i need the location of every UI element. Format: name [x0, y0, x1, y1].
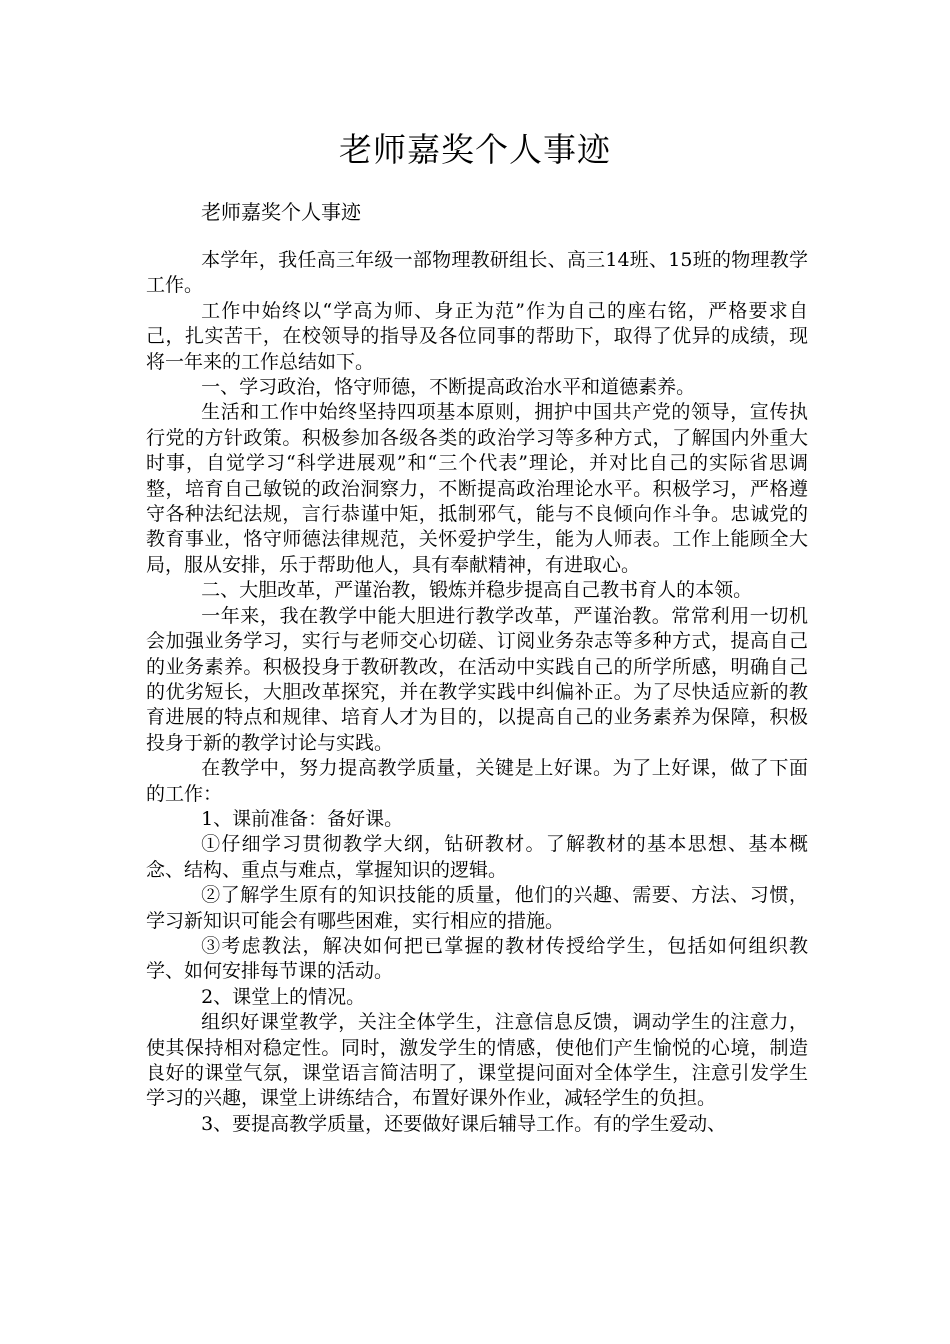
document-title: 老师嘉奖个人事迹 — [339, 130, 611, 169]
section-heading-2: 二、大胆改革，严谨治教，锻炼并稳步提高自己教书育人的本领。 — [201, 579, 753, 602]
document-subtitle: 老师嘉奖个人事迹 — [201, 200, 361, 224]
paragraph-politics: 生活和工作中始终坚持四项基本原则，拥护中国共产党的领导，宣传执行党的方针政策。积极参加各级各类的政治学习等多种方式，了解国内外重大时事，自觉学习“科学进展观”和“三个代表”理论，并对比自己的实际省思调整，培育自己敏锐的政治洞察力，不断提高政治理论水平。积极学习，严格遵守各种法纪法规，言行恭谨中矩，抵制邪气，能与不良倾向作斗争。忠诚党的教育事业，恪守师德法律规范，关怀爱护学生，能为人师表。工作上能顾全大局，服从安排，乐于帮助他人，具有奉献精神，有进取心。 — [146, 401, 808, 576]
list-heading-3: 3、要提高教学质量，还要做好课后辅导工作。有的学生爱动、 — [201, 1112, 727, 1135]
list-item-1: ①仔细学习贯彻教学大纲，钻研教材。了解教材的基本思想、基本概念、结构、重点与难点，掌握知识的逻辑。 — [146, 833, 808, 881]
paragraph-reform: 一年来，我在教学中能大胆进行教学改革，严谨治教。常常利用一切机会加强业务学习，实行与老师交心切磋、订阅业务杂志等多种方式，提高自己的业务素养。积极投身于教研教改，在活动中实践自己的所学所感，明确自己的优劣短长，大胆改革探究，并在教学实践中纠偏补正。为了尽快适应新的教育进展的特点和规律、培育人才为目的，以提高自己的业务素养为保障，积极投身于新的教学讨论与实践。 — [146, 604, 808, 754]
paragraph-classroom: 组织好课堂教学，关注全体学生，注意信息反馈，调动学生的注意力，使其保持相对稳定性。同时，激发学生的情感，使他们产生愉悦的心境，制造良好的课堂气氛，课堂语言简洁明了，课堂提问面对全体学生，注意引发学生学习的兴趣，课堂上讲练结合，布置好课外作业，减轻学生的负担。 — [146, 1011, 808, 1110]
list-heading-1: 1、课前准备：备好课。 — [201, 807, 404, 830]
paragraph-teaching: 在教学中，努力提高教学质量，关键是上好课。为了上好课，做了下面的工作： — [146, 757, 808, 805]
list-item-2: ②了解学生原有的知识技能的质量，他们的兴趣、需要、方法、习惯，学习新知识可能会有哪些困难，实行相应的措施。 — [146, 884, 808, 932]
section-heading-1: 一、学习政治，恪守师德，不断提高政治水平和道德素养。 — [201, 376, 696, 399]
list-heading-2: 2、课堂上的情况。 — [201, 985, 366, 1008]
list-item-3: ③考虑教法，解决如何把已掌握的教材传授给学生，包括如何组织教学、如何安排每节课的活动。 — [146, 934, 808, 983]
document-body — [146, 248, 808, 1137]
paragraph-motto: 工作中始终以“学高为师、身正为范”作为自己的座右铭，严格要求自己，扎实苦干，在校领导的指导及各位同事的帮助下，取得了优异的成绩，现将一年来的工作总结如下。 — [146, 299, 808, 373]
paragraph-intro: 本学年，我任高三年级一部物理教研组长、高三14班、15班的物理教学工作。 — [146, 249, 808, 297]
